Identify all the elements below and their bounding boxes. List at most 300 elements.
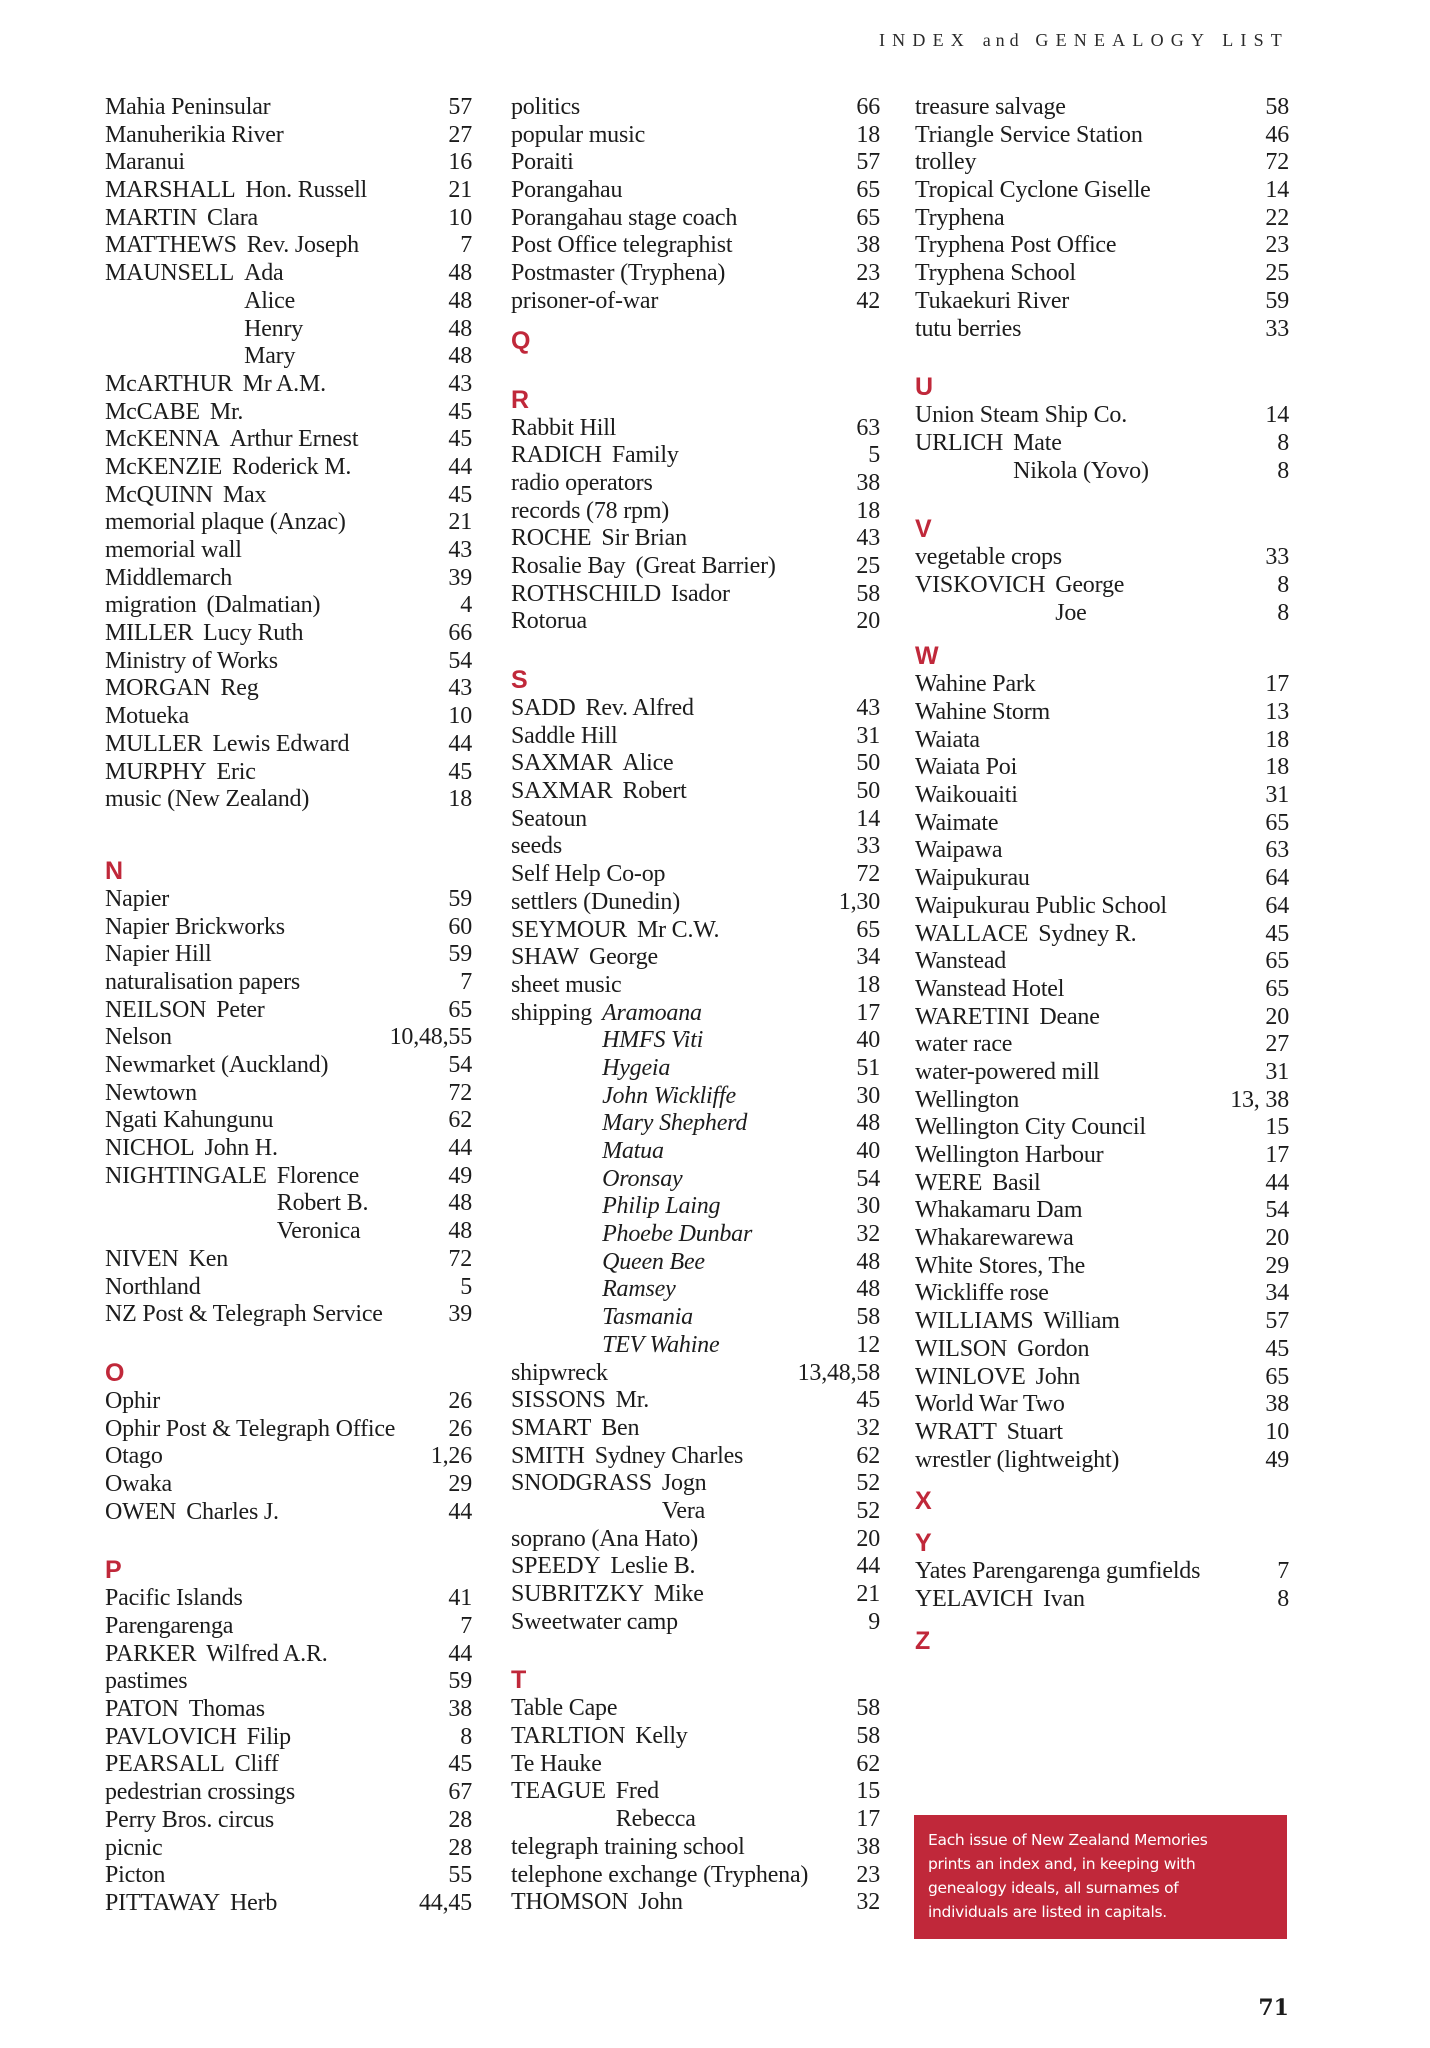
index-entry — [915, 1114, 1289, 1142]
entry-page-numbers: 55 — [448, 1862, 472, 1889]
entry-term: Ministry of Works — [105, 647, 278, 674]
entry-term: Sweetwater camp — [511, 1608, 678, 1635]
entry-term: records (78 rpm) — [511, 497, 670, 524]
entry-page-numbers: 59 — [448, 1668, 472, 1695]
entry-name — [511, 1249, 705, 1277]
entry-name — [511, 1609, 678, 1637]
entry-name — [915, 948, 1006, 976]
entry-name — [511, 1166, 682, 1194]
entry-term: WILLIAMS — [915, 1308, 1034, 1335]
entry-name — [915, 1170, 1041, 1198]
entry-page-numbers: 14 — [1265, 402, 1289, 429]
entry-term: MATTHEWS — [105, 232, 237, 259]
index-entry — [915, 1225, 1289, 1253]
entry-name — [105, 1585, 243, 1613]
index-entry — [105, 205, 472, 233]
entry-page-numbers: 10 — [1265, 1418, 1289, 1445]
entry-name — [511, 232, 732, 260]
entry-term: Tryphena — [915, 204, 1005, 231]
entry-name — [105, 1862, 165, 1890]
entry-page-numbers: 5 — [460, 1273, 472, 1300]
note-line: Each issue of New Zealand Memories — [928, 1831, 1208, 1849]
entry-page-numbers: 48 — [448, 1190, 472, 1217]
index-sub-entry — [105, 1218, 472, 1246]
index-entry — [105, 1024, 472, 1052]
index-entry — [511, 415, 880, 443]
entry-page-numbers: 45 — [448, 398, 472, 425]
entry-given-name: John H. — [204, 1135, 278, 1162]
entry-page-numbers: 18 — [448, 786, 472, 813]
entry-page-numbers: 43 — [448, 537, 472, 563]
entry-page-numbers: 65 — [1265, 809, 1289, 836]
index-sub-entry — [105, 1190, 472, 1218]
entry-name — [511, 1862, 808, 1890]
entry-page-numbers: 32 — [856, 1414, 880, 1441]
entry-page-numbers: 31 — [1265, 1058, 1289, 1085]
entry-page-numbers: 17 — [856, 999, 880, 1026]
entry-page-numbers: 29 — [1265, 1252, 1289, 1279]
entry-page-numbers: 72 — [448, 1079, 472, 1106]
index-entry — [915, 1419, 1289, 1447]
index-entry — [105, 371, 472, 399]
entry-page-numbers: 33 — [856, 833, 880, 860]
entry-page-numbers: 44 — [1265, 1169, 1289, 1196]
entry-page-numbers: 57 — [856, 149, 880, 176]
entry-term: Waiata Poi — [915, 754, 1018, 781]
index-entry — [511, 581, 880, 609]
note-line: prints an index and, in keeping with — [928, 1855, 1196, 1873]
entry-term: Poraiti — [511, 149, 574, 176]
entry-term: Otago — [105, 1443, 163, 1470]
entry-term: prisoner-of-war — [511, 287, 659, 314]
index-sub-entry — [511, 1304, 880, 1332]
index-sub-entry — [105, 288, 472, 316]
entry-page-numbers: 66 — [856, 94, 880, 120]
index-column-middle — [511, 94, 880, 1917]
entry-page-numbers: 7 — [460, 1613, 472, 1639]
entry-page-numbers: 48 — [448, 315, 472, 342]
index-entry — [511, 1470, 880, 1498]
entry-page-numbers: 13 — [1265, 699, 1289, 725]
index-entry — [511, 806, 880, 834]
entry-page-numbers: 27 — [1265, 1031, 1289, 1058]
index-sub-entry — [511, 1276, 880, 1304]
index-entry — [105, 786, 472, 814]
entry-term: popular music — [511, 121, 646, 148]
index-entry — [511, 889, 880, 917]
section-letter-heading: Z — [915, 1626, 931, 1655]
index-entry — [915, 727, 1289, 755]
entry-given-name: Thomas — [188, 1696, 265, 1723]
entry-name — [511, 944, 658, 972]
index-entry — [511, 1834, 880, 1862]
entry-term: memorial plaque (Anzac) — [105, 509, 346, 536]
index-entry — [511, 177, 880, 205]
entry-given-name: Henry — [244, 315, 304, 342]
entry-name — [105, 731, 349, 759]
index-entry — [105, 1613, 472, 1641]
entry-name — [105, 1751, 279, 1779]
entry-page-numbers: 39 — [448, 564, 472, 591]
entry-page-numbers: 43 — [856, 525, 880, 552]
entry-given-name: Robert — [622, 778, 687, 805]
index-entry — [915, 205, 1289, 233]
index-entry — [105, 997, 472, 1025]
index-entry — [915, 893, 1289, 921]
section-continued — [511, 94, 880, 316]
index-sub-entry — [511, 1166, 880, 1194]
entry-given-name: Charles J. — [186, 1498, 279, 1525]
entry-name — [915, 699, 1050, 727]
entry-given-name: Mate — [1013, 429, 1062, 456]
entry-page-numbers: 41 — [448, 1585, 472, 1612]
entry-term: Porangahau stage coach — [511, 204, 738, 231]
entry-term: Rabbit Hill — [511, 414, 617, 441]
entry-name — [511, 1110, 747, 1138]
entry-page-numbers: 48 — [856, 1276, 880, 1303]
entry-name — [105, 759, 256, 787]
entry-term: Wanstead Hotel — [915, 975, 1065, 1002]
entry-term: White Stores, The — [915, 1252, 1086, 1279]
entry-page-numbers: 38 — [856, 232, 880, 259]
entry-term: WERE — [915, 1169, 983, 1196]
entry-name — [915, 177, 1151, 205]
entry-name — [511, 1221, 752, 1249]
entry-page-numbers: 52 — [856, 1497, 880, 1524]
index-entry — [105, 886, 472, 914]
entry-term: Wahine Park — [915, 671, 1036, 698]
entry-name — [105, 1835, 162, 1863]
section-letter-heading: T — [511, 1666, 527, 1695]
entry-page-numbers: 25 — [856, 552, 880, 579]
entry-page-numbers: 31 — [1265, 782, 1289, 809]
entry-term: MURPHY — [105, 758, 207, 785]
entry-name — [105, 886, 169, 914]
entry-name — [511, 525, 687, 553]
entry-name — [105, 1107, 273, 1135]
entry-term: sheet music — [511, 971, 622, 998]
entry-term: vegetable crops — [915, 544, 1062, 571]
index-entry — [915, 1170, 1289, 1198]
index-sub-entry — [511, 1249, 880, 1277]
entry-term: YELAVICH — [915, 1585, 1033, 1612]
entry-name — [511, 1806, 696, 1834]
entry-page-numbers: 28 — [448, 1834, 472, 1861]
entry-term: telephone exchange (Tryphena) — [511, 1861, 809, 1888]
entry-name — [915, 600, 1087, 628]
entry-name — [105, 1163, 359, 1191]
index-entry — [511, 917, 880, 945]
entry-page-numbers: 34 — [856, 944, 880, 971]
index-entry — [915, 1004, 1289, 1032]
entry-term: naturalisation papers — [105, 968, 301, 995]
entry-name — [511, 723, 617, 751]
index-entry — [915, 1391, 1289, 1419]
entry-page-numbers: 42 — [856, 287, 880, 314]
index-entry — [105, 1163, 472, 1191]
entry-term: SEYMOUR — [511, 916, 627, 943]
index-entry — [105, 454, 472, 482]
entry-page-numbers: 10 — [448, 204, 472, 231]
entry-page-numbers: 48 — [856, 1110, 880, 1137]
entry-name — [511, 1581, 704, 1609]
index-entry — [105, 1668, 472, 1696]
entry-term: SUBRITZKY — [511, 1581, 644, 1607]
entry-page-numbers: 52 — [856, 1470, 880, 1497]
entry-term: Napier — [105, 885, 170, 912]
index-entry — [511, 1695, 880, 1723]
entry-page-numbers: 23 — [856, 260, 880, 287]
index-entry — [511, 525, 880, 553]
entry-term: telegraph training school — [511, 1833, 745, 1860]
entry-term: memorial wall — [105, 537, 242, 563]
entry-name — [105, 1274, 201, 1302]
section-W — [915, 641, 1289, 1474]
entry-term: wrestler (lightweight) — [915, 1446, 1120, 1473]
index-entry — [105, 648, 472, 676]
section-letter-heading: P — [105, 1556, 122, 1585]
entry-name — [105, 620, 303, 648]
entry-given-name: Stuart — [1006, 1418, 1063, 1445]
index-entry — [915, 865, 1289, 893]
entry-term: SHAW — [511, 944, 579, 971]
entry-given-name: John — [1035, 1363, 1081, 1390]
entry-name — [105, 786, 309, 814]
index-entry — [105, 592, 472, 620]
entry-page-numbers: 50 — [856, 778, 880, 805]
entry-name — [915, 544, 1062, 572]
running-head-genealogy-list: GENEALOGY LIST — [1035, 30, 1289, 50]
index-entry — [511, 944, 880, 972]
entry-page-numbers: 14 — [856, 805, 880, 832]
index-entry — [105, 703, 472, 731]
index-entry — [915, 1364, 1289, 1392]
entry-name — [105, 1024, 172, 1052]
entry-ship-name: Hygeia — [602, 1054, 671, 1081]
index-entry — [105, 1107, 472, 1135]
entry-name — [915, 837, 1002, 865]
index-entry — [511, 470, 880, 498]
entry-term: Mahia Peninsular — [105, 94, 271, 120]
entry-page-numbers: 57 — [448, 94, 472, 120]
entry-name — [105, 1471, 172, 1499]
entry-page-numbers: 18 — [856, 121, 880, 148]
section-letter-heading: Q — [511, 326, 531, 355]
entry-given-name: (Dalmatian) — [206, 592, 321, 619]
entry-name — [915, 782, 1018, 810]
entry-given-name: Mr. — [209, 398, 244, 425]
section-T — [511, 1665, 880, 1917]
section-Y — [915, 1528, 1289, 1613]
index-sub-entry — [105, 316, 472, 344]
entry-name — [915, 1308, 1120, 1336]
entry-page-numbers: 66 — [448, 620, 472, 647]
entry-term: MULLER — [105, 730, 203, 757]
entry-page-numbers: 23 — [856, 1861, 880, 1888]
entry-name — [915, 1253, 1085, 1281]
entry-page-numbers: 18 — [1265, 726, 1289, 753]
index-sub-entry — [511, 1221, 880, 1249]
index-entry — [915, 948, 1289, 976]
entry-name — [105, 371, 326, 399]
index-entry — [511, 1723, 880, 1751]
index-entry — [915, 976, 1289, 1004]
entry-given-name: Kelly — [635, 1723, 688, 1750]
entry-term: Rosalie Bay — [511, 552, 626, 579]
entry-page-numbers: 14 — [1265, 177, 1289, 204]
entry-name — [105, 426, 358, 454]
entry-page-numbers: 18 — [856, 497, 880, 524]
entry-name — [915, 1087, 1019, 1115]
index-sub-entry — [511, 1055, 880, 1083]
entry-page-numbers: 64 — [1265, 892, 1289, 919]
index-entry — [915, 1280, 1289, 1308]
entry-page-numbers: 23 — [1265, 232, 1289, 259]
entry-name — [511, 1443, 743, 1471]
entry-term: SADD — [511, 695, 576, 721]
entry-page-numbers: 44 — [448, 730, 472, 757]
entry-name — [511, 288, 658, 316]
index-entry — [105, 1807, 472, 1835]
index-entry — [915, 177, 1289, 205]
entry-name — [105, 1052, 328, 1080]
section-N — [105, 856, 472, 1329]
entry-term: Wellington City Council — [915, 1114, 1146, 1141]
entry-given-name: Sydney R. — [1038, 920, 1137, 947]
entry-term: WRATT — [915, 1418, 997, 1445]
entry-name — [915, 1336, 1089, 1364]
index-entry — [915, 149, 1289, 177]
entry-name — [511, 750, 673, 778]
entry-page-numbers: 21 — [448, 177, 472, 204]
entry-ship-name: Ramsey — [602, 1276, 676, 1303]
entry-given-name: Vera — [661, 1497, 706, 1524]
entry-page-numbers: 20 — [1265, 1225, 1289, 1252]
index-entry — [511, 1553, 880, 1581]
entry-term: Self Help Co-op — [511, 861, 666, 888]
entry-name — [105, 941, 211, 969]
entry-term: PEARSALL — [105, 1751, 225, 1778]
index-entry — [915, 1087, 1289, 1115]
entry-name — [915, 430, 1062, 458]
entry-given-name: Nikola (Yovo) — [1013, 457, 1149, 484]
index-entry — [915, 921, 1289, 949]
entry-name — [915, 232, 1116, 260]
entry-given-name: Lucy Ruth — [203, 620, 304, 647]
index-entry — [105, 914, 472, 942]
entry-term: Wellington Harbour — [915, 1142, 1104, 1168]
entry-given-name: Filip — [246, 1723, 291, 1750]
index-sub-entry — [915, 458, 1289, 486]
entry-term: Tryphena School — [915, 260, 1076, 287]
index-entry — [511, 553, 880, 581]
entry-name — [511, 581, 730, 609]
entry-page-numbers: 65 — [856, 916, 880, 943]
entry-name — [915, 1364, 1080, 1392]
entry-name — [511, 889, 680, 917]
index-entry — [105, 94, 472, 122]
section-V — [915, 514, 1289, 627]
entry-given-name: Ken — [188, 1245, 229, 1272]
entry-term: VISKOVICH — [915, 571, 1046, 598]
entry-page-numbers: 29 — [448, 1470, 472, 1497]
entry-page-numbers: 1,26 — [430, 1443, 472, 1470]
index-entry — [511, 260, 880, 288]
index-entry — [511, 1778, 880, 1806]
entry-given-name: Rev. Joseph — [246, 232, 359, 259]
index-sub-entry — [511, 1193, 880, 1221]
entry-term: TARLTION — [511, 1723, 626, 1750]
entry-name — [105, 1807, 274, 1835]
entry-term: WILSON — [915, 1335, 1008, 1362]
index-entry — [511, 1443, 880, 1471]
index-entry — [915, 94, 1289, 122]
index-sub-entry — [511, 1110, 880, 1138]
index-entry — [511, 205, 880, 233]
section-letter-heading: Y — [915, 1529, 932, 1558]
entry-page-numbers: 64 — [1265, 865, 1289, 892]
index-entry — [511, 498, 880, 526]
entry-name — [105, 1668, 187, 1696]
entry-page-numbers: 33 — [1265, 315, 1289, 342]
entry-name — [511, 972, 621, 1000]
entry-given-name: Peter — [216, 996, 265, 1023]
section-letter-heading: U — [915, 373, 934, 402]
entry-name — [511, 1332, 719, 1360]
entry-name — [915, 94, 1066, 122]
entry-page-numbers: 65 — [856, 204, 880, 231]
entry-page-numbers: 65 — [1265, 1363, 1289, 1390]
entry-term: Motueka — [105, 703, 189, 730]
entry-name — [511, 917, 719, 945]
entry-page-numbers: 72 — [448, 1245, 472, 1272]
index-sub-entry — [511, 1083, 880, 1111]
entry-term: RADICH — [511, 442, 602, 469]
entry-name — [915, 149, 976, 177]
section-continued — [105, 94, 472, 814]
entry-given-name: Lewis Edward — [212, 730, 350, 757]
entry-name — [511, 260, 725, 288]
index-entry — [105, 122, 472, 150]
entry-name — [105, 509, 346, 537]
index-entry — [105, 1724, 472, 1752]
entry-term: Manuherikia River — [105, 121, 284, 148]
entry-given-name: Alice — [622, 750, 674, 777]
entry-page-numbers: 72 — [856, 861, 880, 888]
entry-page-numbers: 72 — [1265, 149, 1289, 176]
entry-page-numbers: 22 — [1265, 204, 1289, 231]
note-line: individuals are listed in capitals. — [928, 1903, 1167, 1921]
entry-name — [105, 1388, 160, 1416]
index-column-right — [915, 94, 1289, 1656]
entry-page-numbers: 38 — [856, 1833, 880, 1860]
index-entry — [915, 1308, 1289, 1336]
entry-page-numbers: 45 — [1265, 1335, 1289, 1362]
entry-given-name: Max — [222, 481, 267, 508]
entry-page-numbers: 58 — [1265, 94, 1289, 120]
index-entry — [915, 316, 1289, 344]
index-entry — [915, 402, 1289, 430]
section-Z — [915, 1626, 1289, 1656]
index-entry — [511, 861, 880, 889]
entry-given-name: Basil — [992, 1169, 1041, 1196]
index-entry — [915, 1558, 1289, 1586]
entry-given-name: Reg — [220, 675, 259, 702]
index-entry — [915, 699, 1289, 727]
entry-name — [915, 316, 1021, 344]
entry-term: Te Hauke — [511, 1750, 602, 1777]
entry-term: Wahine Storm — [915, 699, 1050, 725]
